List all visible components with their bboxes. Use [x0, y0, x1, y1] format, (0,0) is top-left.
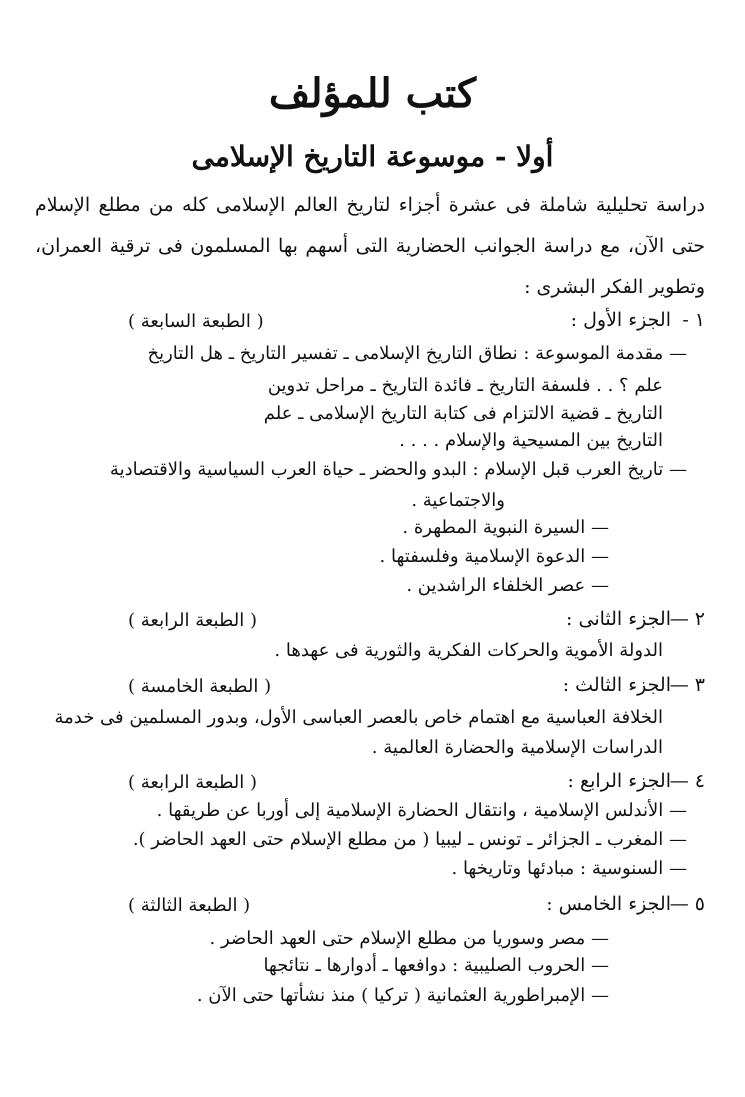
- list-item: — عصر الخلفاء الراشدين .: [406, 575, 609, 596]
- part-heading: [546, 893, 705, 915]
- edition-label: ( الطبعة الخامسة ): [128, 676, 272, 697]
- part-label: الجزء الخامس :: [546, 893, 671, 915]
- part-heading: [566, 608, 705, 630]
- list-item: — السنوسية : مبادئها وتاريخها .: [451, 858, 687, 879]
- list-item: — مصر وسوريا من مطلع الإسلام حتى العهد الحاضر .: [209, 928, 609, 949]
- list-item-line: الدراسات الإسلامية والحضارة العالمية .: [371, 737, 663, 758]
- intro-paragraph: دراسة تحليلية شاملة فى عشرة أجزاء لتاريخ العالم الإسلامى كله من مطلع الإسلام حتى الآن، مع دراسة الجوانب الحضارية التى أسهم بها المسلمون فى ترقية العمران، وتطوير الفكر البشرى :: [35, 194, 705, 298]
- edition-label: ( الطبعة الثالثة ): [128, 895, 251, 916]
- part-number: ٤ —: [669, 770, 705, 792]
- edition-label: ( الطبعة الرابعة ): [128, 610, 257, 631]
- edition-label: ( الطبعة الرابعة ): [128, 772, 257, 793]
- list-item: — الإمبراطورية العثمانية ( تركيا ) منذ نشأتها حتى الآن .: [196, 985, 609, 1006]
- list-item: — المغرب ـ الجزائر ـ تونس ـ ليبيا ( من مطلع الإسلام حتى العهد الحاضر ).: [132, 829, 687, 850]
- part-number: ٣ —: [669, 674, 705, 696]
- list-item-line: — تاريخ العرب قبل الإسلام : البدو والحضر ـ حياة العرب السياسية والاقتصادية: [109, 459, 687, 480]
- part-heading: [563, 674, 705, 696]
- section-title: أولا - موسوعة التاريخ الإسلامى: [191, 140, 554, 173]
- part-heading: [568, 770, 705, 792]
- part-label: الجزء الثانى :: [566, 608, 671, 630]
- list-item: — الدعوة الإسلامية وفلسفتها .: [379, 546, 609, 567]
- part-label: الجزء الأول :: [570, 309, 671, 331]
- part-label: الجزء الرابع :: [567, 770, 671, 792]
- list-item: — السيرة النبوية المطهرة .: [402, 517, 609, 538]
- list-item-line: التاريخ بين المسيحية والإسلام . . . .: [399, 430, 663, 451]
- part-number: ١ -: [682, 309, 705, 331]
- part-heading: [571, 309, 705, 331]
- list-item-line: التاريخ ـ قضية الالتزام فى كتابة التاريخ الإسلامى ـ علم: [263, 403, 663, 424]
- list-item-line: الخلافة العباسية مع اهتمام خاص بالعصر العباسى الأول، وبدور المسلمين فى خدمة: [54, 707, 663, 728]
- list-item-line: — مقدمة الموسوعة : نطاق التاريخ الإسلامى ـ تفسير التاريخ ـ هل التاريخ: [147, 343, 687, 364]
- part-number: ٥ —: [669, 893, 705, 915]
- list-item-line: علم ؟ . . فلسفة التاريخ ـ فائدة التاريخ ـ مراحل تدوين: [267, 375, 663, 396]
- list-item-line: والاجتماعية .: [411, 490, 505, 511]
- list-item: — الحروب الصليبية : دوافعها ـ أدوارها ـ نتائجها: [263, 955, 609, 976]
- part-number: ٢ —: [669, 608, 705, 630]
- list-item: الدولة الأموية والحركات الفكرية والثورية فى عهدها .: [274, 640, 663, 661]
- list-item: — الأندلس الإسلامية ، وانتقال الحضارة الإسلامية إلى أوربا عن طريقها .: [156, 800, 687, 821]
- part-label: الجزء الثالث :: [562, 674, 671, 696]
- edition-label: ( الطبعة السابعة ): [128, 311, 264, 332]
- page-title: كتب للمؤلف: [268, 70, 477, 117]
